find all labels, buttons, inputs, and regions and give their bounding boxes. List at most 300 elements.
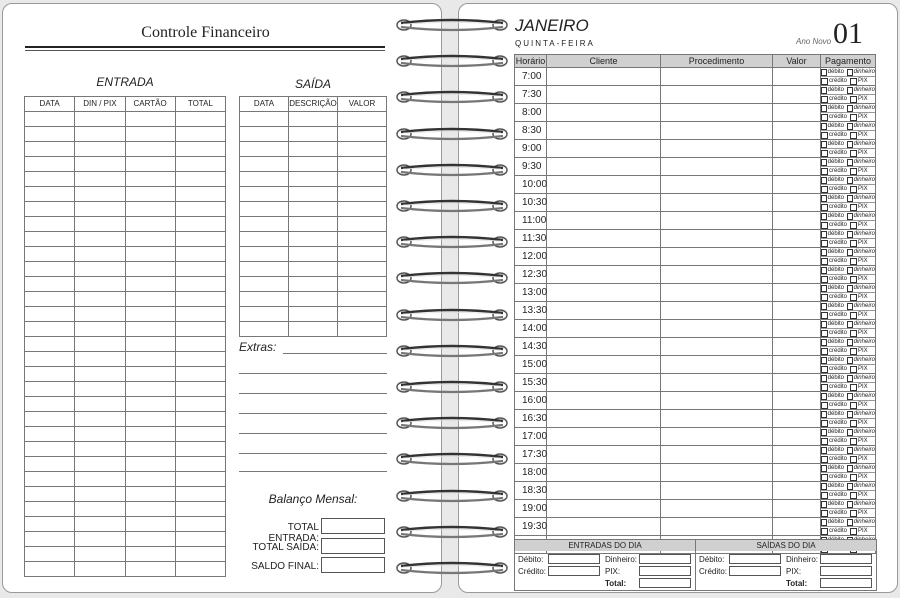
entrada-cell[interactable] <box>125 142 175 157</box>
saldo-final-field[interactable] <box>321 557 385 573</box>
entrada-cell[interactable] <box>25 442 75 457</box>
pix-checkbox[interactable] <box>850 240 857 247</box>
extras-line[interactable] <box>239 453 387 454</box>
debito-checkbox[interactable] <box>821 195 827 202</box>
saida-cell[interactable] <box>240 142 289 157</box>
credito-checkbox[interactable] <box>821 204 828 211</box>
credito-checkbox[interactable] <box>821 258 828 265</box>
debito-checkbox[interactable] <box>821 285 827 292</box>
debito-checkbox[interactable] <box>821 249 827 256</box>
saidas-credito-field[interactable] <box>729 566 781 576</box>
entrada-cell[interactable] <box>125 487 175 502</box>
cliente-cell[interactable] <box>547 482 661 500</box>
entrada-cell[interactable] <box>75 337 125 352</box>
cliente-cell[interactable] <box>547 500 661 518</box>
entrada-cell[interactable] <box>125 172 175 187</box>
entrada-cell[interactable] <box>25 352 75 367</box>
credito-checkbox[interactable] <box>821 528 828 535</box>
valor-cell[interactable] <box>773 140 821 158</box>
debito-checkbox[interactable] <box>821 483 827 490</box>
entrada-cell[interactable] <box>75 187 125 202</box>
total-saida-field[interactable] <box>321 538 385 554</box>
valor-cell[interactable] <box>773 320 821 338</box>
entrada-cell[interactable] <box>175 112 225 127</box>
entrada-cell[interactable] <box>25 397 75 412</box>
entrada-cell[interactable] <box>25 277 75 292</box>
entrada-cell[interactable] <box>75 217 125 232</box>
procedimento-cell[interactable] <box>661 374 773 392</box>
cliente-cell[interactable] <box>547 140 661 158</box>
saida-cell[interactable] <box>240 322 289 337</box>
procedimento-cell[interactable] <box>661 482 773 500</box>
cliente-cell[interactable] <box>547 266 661 284</box>
dinheiro-checkbox[interactable] <box>847 321 853 328</box>
saida-cell[interactable] <box>289 172 338 187</box>
entrada-cell[interactable] <box>75 502 125 517</box>
entrada-cell[interactable] <box>125 352 175 367</box>
entrada-cell[interactable] <box>75 247 125 262</box>
saida-cell[interactable] <box>289 217 338 232</box>
credito-checkbox[interactable] <box>821 78 828 85</box>
saida-cell[interactable] <box>240 112 289 127</box>
entrada-cell[interactable] <box>175 127 225 142</box>
valor-cell[interactable] <box>773 266 821 284</box>
cliente-cell[interactable] <box>547 68 661 86</box>
debito-checkbox[interactable] <box>821 303 827 310</box>
cliente-cell[interactable] <box>547 320 661 338</box>
saida-cell[interactable] <box>240 262 289 277</box>
pix-checkbox[interactable] <box>850 456 857 463</box>
cliente-cell[interactable] <box>547 356 661 374</box>
entrada-cell[interactable] <box>125 427 175 442</box>
dinheiro-checkbox[interactable] <box>847 483 853 490</box>
procedimento-cell[interactable] <box>661 212 773 230</box>
pix-checkbox[interactable] <box>850 258 857 265</box>
valor-cell[interactable] <box>773 122 821 140</box>
cliente-cell[interactable] <box>547 284 661 302</box>
procedimento-cell[interactable] <box>661 158 773 176</box>
saida-cell[interactable] <box>338 277 387 292</box>
cliente-cell[interactable] <box>547 464 661 482</box>
entrada-cell[interactable] <box>75 157 125 172</box>
credito-checkbox[interactable] <box>821 402 828 409</box>
valor-cell[interactable] <box>773 410 821 428</box>
entrada-cell[interactable] <box>175 382 225 397</box>
entrada-cell[interactable] <box>75 532 125 547</box>
saida-cell[interactable] <box>338 142 387 157</box>
saida-cell[interactable] <box>338 112 387 127</box>
saida-cell[interactable] <box>338 322 387 337</box>
valor-cell[interactable] <box>773 482 821 500</box>
entrada-cell[interactable] <box>75 442 125 457</box>
procedimento-cell[interactable] <box>661 356 773 374</box>
entrada-cell[interactable] <box>175 517 225 532</box>
saidas-dinheiro-field[interactable] <box>820 554 872 564</box>
dinheiro-checkbox[interactable] <box>847 375 853 382</box>
procedimento-cell[interactable] <box>661 68 773 86</box>
saida-cell[interactable] <box>338 127 387 142</box>
entrada-cell[interactable] <box>25 247 75 262</box>
saidas-debito-field[interactable] <box>729 554 781 564</box>
dinheiro-checkbox[interactable] <box>847 195 853 202</box>
procedimento-cell[interactable] <box>661 284 773 302</box>
saida-cell[interactable] <box>289 112 338 127</box>
saida-cell[interactable] <box>289 157 338 172</box>
saidas-pix-field[interactable] <box>820 566 872 576</box>
pix-checkbox[interactable] <box>850 294 857 301</box>
dinheiro-checkbox[interactable] <box>847 519 853 526</box>
saida-cell[interactable] <box>289 247 338 262</box>
entrada-cell[interactable] <box>75 427 125 442</box>
entrada-cell[interactable] <box>75 367 125 382</box>
saida-cell[interactable] <box>240 307 289 322</box>
procedimento-cell[interactable] <box>661 194 773 212</box>
debito-checkbox[interactable] <box>821 141 827 148</box>
saida-cell[interactable] <box>338 172 387 187</box>
saida-cell[interactable] <box>289 322 338 337</box>
saida-cell[interactable] <box>240 157 289 172</box>
debito-checkbox[interactable] <box>821 123 827 130</box>
entrada-cell[interactable] <box>125 397 175 412</box>
entrada-cell[interactable] <box>25 127 75 142</box>
dinheiro-checkbox[interactable] <box>847 285 853 292</box>
entrada-cell[interactable] <box>125 187 175 202</box>
procedimento-cell[interactable] <box>661 176 773 194</box>
cliente-cell[interactable] <box>547 158 661 176</box>
pix-checkbox[interactable] <box>850 528 857 535</box>
credito-checkbox[interactable] <box>821 186 828 193</box>
entrada-cell[interactable] <box>75 547 125 562</box>
cliente-cell[interactable] <box>547 338 661 356</box>
cliente-cell[interactable] <box>547 86 661 104</box>
entrada-cell[interactable] <box>75 142 125 157</box>
saida-cell[interactable] <box>338 187 387 202</box>
saida-cell[interactable] <box>289 292 338 307</box>
dinheiro-checkbox[interactable] <box>847 105 853 112</box>
debito-checkbox[interactable] <box>821 375 827 382</box>
debito-checkbox[interactable] <box>821 213 827 220</box>
credito-checkbox[interactable] <box>821 474 828 481</box>
dinheiro-checkbox[interactable] <box>847 87 853 94</box>
valor-cell[interactable] <box>773 86 821 104</box>
entrada-cell[interactable] <box>75 517 125 532</box>
entradas-credito-field[interactable] <box>548 566 600 576</box>
valor-cell[interactable] <box>773 302 821 320</box>
saida-cell[interactable] <box>240 172 289 187</box>
entrada-cell[interactable] <box>25 517 75 532</box>
cliente-cell[interactable] <box>547 122 661 140</box>
saida-cell[interactable] <box>289 202 338 217</box>
saida-cell[interactable] <box>240 292 289 307</box>
entrada-cell[interactable] <box>175 187 225 202</box>
procedimento-cell[interactable] <box>661 500 773 518</box>
entrada-cell[interactable] <box>75 202 125 217</box>
saida-cell[interactable] <box>240 232 289 247</box>
saida-cell[interactable] <box>289 127 338 142</box>
saida-cell[interactable] <box>240 127 289 142</box>
entrada-cell[interactable] <box>125 502 175 517</box>
entrada-cell[interactable] <box>75 277 125 292</box>
procedimento-cell[interactable] <box>661 464 773 482</box>
debito-checkbox[interactable] <box>821 447 827 454</box>
entrada-cell[interactable] <box>25 292 75 307</box>
cliente-cell[interactable] <box>547 104 661 122</box>
procedimento-cell[interactable] <box>661 230 773 248</box>
saida-cell[interactable] <box>240 217 289 232</box>
entrada-cell[interactable] <box>25 502 75 517</box>
dinheiro-checkbox[interactable] <box>847 213 853 220</box>
entrada-cell[interactable] <box>125 247 175 262</box>
credito-checkbox[interactable] <box>821 384 828 391</box>
extras-line[interactable] <box>239 373 387 374</box>
dinheiro-checkbox[interactable] <box>847 249 853 256</box>
entradas-total-field[interactable] <box>639 578 691 588</box>
entrada-cell[interactable] <box>75 127 125 142</box>
dinheiro-checkbox[interactable] <box>847 393 853 400</box>
entrada-cell[interactable] <box>175 427 225 442</box>
saida-cell[interactable] <box>240 202 289 217</box>
entrada-cell[interactable] <box>175 247 225 262</box>
credito-checkbox[interactable] <box>821 312 828 319</box>
entradas-dinheiro-field[interactable] <box>639 554 691 564</box>
cliente-cell[interactable] <box>547 194 661 212</box>
procedimento-cell[interactable] <box>661 410 773 428</box>
dinheiro-checkbox[interactable] <box>847 411 853 418</box>
extras-line[interactable] <box>283 353 387 354</box>
entrada-cell[interactable] <box>25 187 75 202</box>
cliente-cell[interactable] <box>547 428 661 446</box>
debito-checkbox[interactable] <box>821 519 827 526</box>
entrada-cell[interactable] <box>75 472 125 487</box>
entrada-cell[interactable] <box>75 412 125 427</box>
saida-cell[interactable] <box>240 247 289 262</box>
entrada-cell[interactable] <box>125 442 175 457</box>
extras-line[interactable] <box>239 413 387 414</box>
procedimento-cell[interactable] <box>661 392 773 410</box>
pix-checkbox[interactable] <box>850 186 857 193</box>
entrada-cell[interactable] <box>25 232 75 247</box>
cliente-cell[interactable] <box>547 518 661 536</box>
credito-checkbox[interactable] <box>821 330 828 337</box>
entrada-cell[interactable] <box>75 352 125 367</box>
entrada-cell[interactable] <box>125 532 175 547</box>
pix-checkbox[interactable] <box>850 330 857 337</box>
credito-checkbox[interactable] <box>821 132 828 139</box>
entrada-cell[interactable] <box>175 172 225 187</box>
entrada-cell[interactable] <box>125 382 175 397</box>
valor-cell[interactable] <box>773 446 821 464</box>
entrada-cell[interactable] <box>25 472 75 487</box>
debito-checkbox[interactable] <box>821 267 827 274</box>
procedimento-cell[interactable] <box>661 446 773 464</box>
debito-checkbox[interactable] <box>821 177 827 184</box>
entrada-cell[interactable] <box>75 262 125 277</box>
debito-checkbox[interactable] <box>821 411 827 418</box>
saida-cell[interactable] <box>289 232 338 247</box>
valor-cell[interactable] <box>773 194 821 212</box>
entrada-cell[interactable] <box>75 487 125 502</box>
pix-checkbox[interactable] <box>850 132 857 139</box>
entrada-cell[interactable] <box>125 472 175 487</box>
cliente-cell[interactable] <box>547 212 661 230</box>
saida-cell[interactable] <box>240 187 289 202</box>
debito-checkbox[interactable] <box>821 231 827 238</box>
entrada-cell[interactable] <box>175 232 225 247</box>
entrada-cell[interactable] <box>175 532 225 547</box>
entrada-cell[interactable] <box>25 487 75 502</box>
entrada-cell[interactable] <box>125 412 175 427</box>
entrada-cell[interactable] <box>25 112 75 127</box>
cliente-cell[interactable] <box>547 302 661 320</box>
valor-cell[interactable] <box>773 104 821 122</box>
pix-checkbox[interactable] <box>850 114 857 121</box>
saida-cell[interactable] <box>338 247 387 262</box>
entrada-cell[interactable] <box>125 457 175 472</box>
dinheiro-checkbox[interactable] <box>847 141 853 148</box>
saida-cell[interactable] <box>289 277 338 292</box>
entrada-cell[interactable] <box>125 217 175 232</box>
extras-line[interactable] <box>239 471 387 472</box>
entrada-cell[interactable] <box>125 262 175 277</box>
procedimento-cell[interactable] <box>661 266 773 284</box>
valor-cell[interactable] <box>773 284 821 302</box>
valor-cell[interactable] <box>773 518 821 536</box>
dinheiro-checkbox[interactable] <box>847 177 853 184</box>
entrada-cell[interactable] <box>25 562 75 577</box>
cliente-cell[interactable] <box>547 248 661 266</box>
entrada-cell[interactable] <box>125 277 175 292</box>
entrada-cell[interactable] <box>75 382 125 397</box>
entrada-cell[interactable] <box>25 322 75 337</box>
dinheiro-checkbox[interactable] <box>847 339 853 346</box>
valor-cell[interactable] <box>773 392 821 410</box>
entrada-cell[interactable] <box>125 322 175 337</box>
entrada-cell[interactable] <box>25 457 75 472</box>
entrada-cell[interactable] <box>175 277 225 292</box>
credito-checkbox[interactable] <box>821 348 828 355</box>
entrada-cell[interactable] <box>175 352 225 367</box>
entrada-cell[interactable] <box>125 337 175 352</box>
pix-checkbox[interactable] <box>850 438 857 445</box>
entrada-cell[interactable] <box>175 487 225 502</box>
credito-checkbox[interactable] <box>821 438 828 445</box>
entrada-cell[interactable] <box>25 172 75 187</box>
credito-checkbox[interactable] <box>821 114 828 121</box>
entrada-cell[interactable] <box>175 412 225 427</box>
debito-checkbox[interactable] <box>821 159 827 166</box>
pix-checkbox[interactable] <box>850 150 857 157</box>
credito-checkbox[interactable] <box>821 240 828 247</box>
saida-cell[interactable] <box>289 142 338 157</box>
pix-checkbox[interactable] <box>850 276 857 283</box>
entrada-cell[interactable] <box>75 112 125 127</box>
debito-checkbox[interactable] <box>821 87 827 94</box>
entrada-cell[interactable] <box>125 202 175 217</box>
saidas-total-field[interactable] <box>820 578 872 588</box>
entrada-cell[interactable] <box>175 562 225 577</box>
entrada-cell[interactable] <box>125 307 175 322</box>
entrada-cell[interactable] <box>175 142 225 157</box>
pix-checkbox[interactable] <box>850 474 857 481</box>
entradas-pix-field[interactable] <box>639 566 691 576</box>
pix-checkbox[interactable] <box>850 366 857 373</box>
dinheiro-checkbox[interactable] <box>847 123 853 130</box>
credito-checkbox[interactable] <box>821 456 828 463</box>
dinheiro-checkbox[interactable] <box>847 267 853 274</box>
dinheiro-checkbox[interactable] <box>847 303 853 310</box>
entrada-cell[interactable] <box>175 442 225 457</box>
entrada-cell[interactable] <box>25 157 75 172</box>
entrada-cell[interactable] <box>75 397 125 412</box>
debito-checkbox[interactable] <box>821 393 827 400</box>
procedimento-cell[interactable] <box>661 320 773 338</box>
entrada-cell[interactable] <box>75 172 125 187</box>
entrada-cell[interactable] <box>125 547 175 562</box>
entrada-cell[interactable] <box>175 262 225 277</box>
pix-checkbox[interactable] <box>850 204 857 211</box>
entrada-cell[interactable] <box>125 157 175 172</box>
entrada-cell[interactable] <box>175 502 225 517</box>
valor-cell[interactable] <box>773 500 821 518</box>
saida-cell[interactable] <box>338 307 387 322</box>
pix-checkbox[interactable] <box>850 384 857 391</box>
pix-checkbox[interactable] <box>850 510 857 517</box>
credito-checkbox[interactable] <box>821 96 828 103</box>
entrada-cell[interactable] <box>25 262 75 277</box>
entrada-cell[interactable] <box>75 292 125 307</box>
debito-checkbox[interactable] <box>821 501 827 508</box>
cliente-cell[interactable] <box>547 410 661 428</box>
entrada-cell[interactable] <box>25 547 75 562</box>
entrada-cell[interactable] <box>75 457 125 472</box>
cliente-cell[interactable] <box>547 446 661 464</box>
credito-checkbox[interactable] <box>821 150 828 157</box>
cliente-cell[interactable] <box>547 392 661 410</box>
entrada-cell[interactable] <box>25 142 75 157</box>
entrada-cell[interactable] <box>25 337 75 352</box>
saida-cell[interactable] <box>289 307 338 322</box>
dinheiro-checkbox[interactable] <box>847 465 853 472</box>
entrada-cell[interactable] <box>175 397 225 412</box>
pix-checkbox[interactable] <box>850 96 857 103</box>
entrada-cell[interactable] <box>125 112 175 127</box>
entradas-debito-field[interactable] <box>548 554 600 564</box>
entrada-cell[interactable] <box>25 532 75 547</box>
dinheiro-checkbox[interactable] <box>847 357 853 364</box>
credito-checkbox[interactable] <box>821 276 828 283</box>
extras-line[interactable] <box>239 393 387 394</box>
credito-checkbox[interactable] <box>821 510 828 517</box>
credito-checkbox[interactable] <box>821 168 828 175</box>
saida-cell[interactable] <box>338 262 387 277</box>
saida-cell[interactable] <box>338 202 387 217</box>
entrada-cell[interactable] <box>175 337 225 352</box>
credito-checkbox[interactable] <box>821 294 828 301</box>
valor-cell[interactable] <box>773 248 821 266</box>
saida-cell[interactable] <box>338 157 387 172</box>
dinheiro-checkbox[interactable] <box>847 159 853 166</box>
entrada-cell[interactable] <box>125 292 175 307</box>
entrada-cell[interactable] <box>175 457 225 472</box>
entrada-cell[interactable] <box>175 157 225 172</box>
procedimento-cell[interactable] <box>661 302 773 320</box>
entrada-cell[interactable] <box>25 382 75 397</box>
entrada-cell[interactable] <box>75 232 125 247</box>
entrada-cell[interactable] <box>175 202 225 217</box>
entrada-cell[interactable] <box>175 322 225 337</box>
entrada-cell[interactable] <box>175 367 225 382</box>
entrada-cell[interactable] <box>25 202 75 217</box>
